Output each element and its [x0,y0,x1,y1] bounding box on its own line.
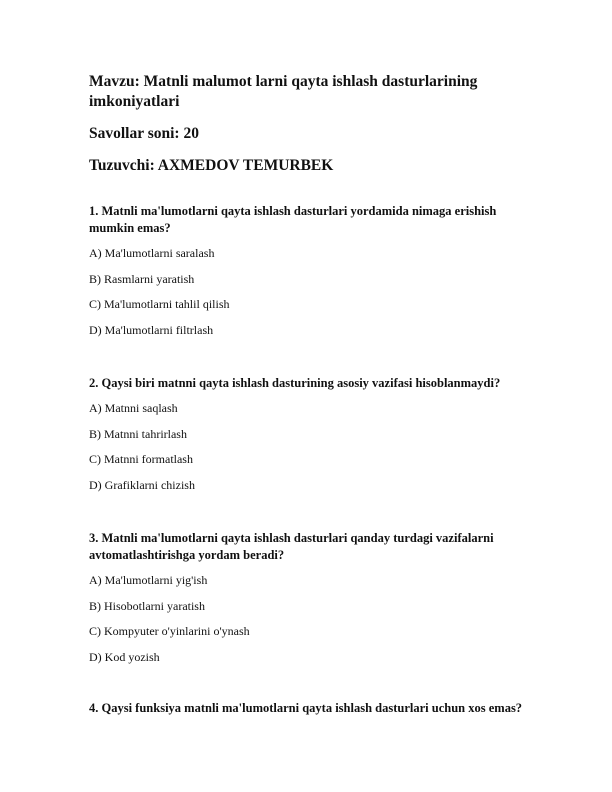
question-text: 2. Qaysi biri matnni qayta ishlash dasturining asosiy vazifasi hisoblanmaydi? [89,376,501,390]
question-1 [89,203,529,348]
option-c: C) Matnni formatlash [89,452,193,466]
question-text: 3. Matnli ma'lumotlarni qayta ishlash dasturlari qanday turdagi vazifalarni avtomatlashtirishga yordam beradi? [89,531,494,562]
option-b: B) Rasmlarni yaratish [89,271,195,286]
option-b: B) Matnni tahrirlash [89,426,187,441]
option-c: C) Kompyuter o'yinlarini o'ynash [89,624,250,638]
option-b: B) Hisobotlarni yaratish [89,598,205,613]
question-count: Savollar soni: 20 [89,125,199,142]
option-c: C) Ma'lumotlarni tahlil qilish [89,297,230,311]
author: Tuzuvchi: AXMEDOV TEMURBEK [89,157,334,174]
question-3 [89,530,529,675]
option-a: A) Matnni saqlash [89,401,178,415]
option-d: D) Grafiklarni chizish [89,477,195,492]
question-text: 4. Qaysi funksiya matnli ma'lumotlarni qayta ishlash dasturlari uchun xos emas? [89,701,523,715]
page-title: Mavzu: Matnli malumot larni qayta ishlash dasturlarining imkoniyatlari [89,73,478,110]
option-a: A) Ma'lumotlarni saralash [89,246,215,260]
question-text: 1. Matnli ma'lumotlarni qayta ishlash dasturlari yordamida nimaga erishish mumkin emas? [89,204,497,235]
option-d: D) Kod yozish [89,649,160,664]
option-a: A) Ma'lumotlarni yig'ish [89,573,208,587]
option-d: D) Ma'lumotlarni filtrlash [89,322,214,337]
question-2 [89,375,529,503]
document-header [89,72,529,176]
question-4 [89,700,529,726]
